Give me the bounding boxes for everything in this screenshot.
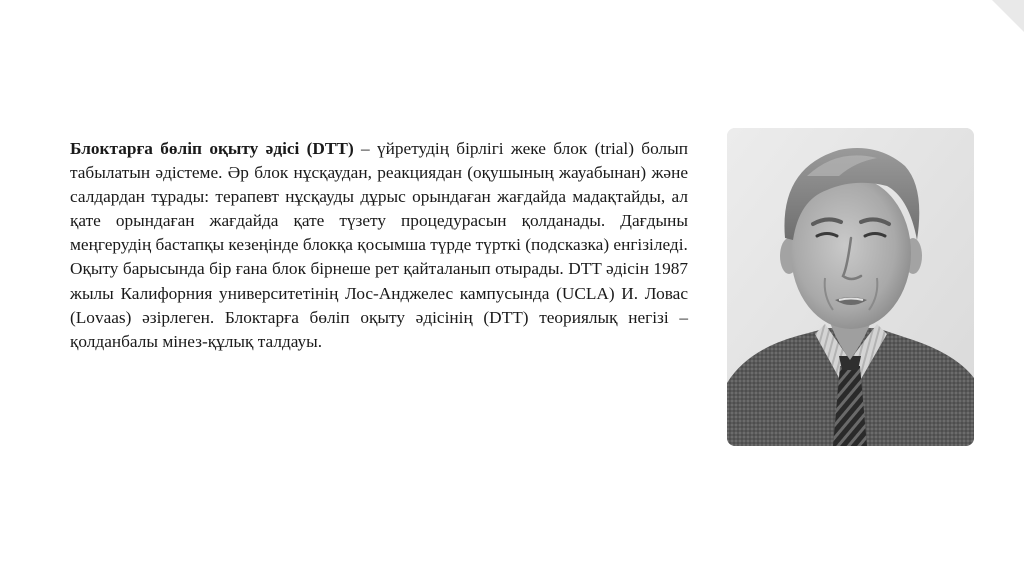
portrait-illustration: [727, 128, 974, 446]
page-corner-fold: [992, 0, 1024, 32]
paragraph-history: Оқыту барысында бір ғана блок бірнеше рет қайталанып отырады. DTT әдісін 1987 жылы Калифорния университетінің Лос-Анджелес кампусында (UCLA) И. Ловас (Lovaas) әзірлеген. Блоктарға бөліп оқыту әдісінің (DTT) теориялық негізі – қолданбалы мінез-құлық талдауы.: [70, 259, 688, 351]
slide-text: [70, 137, 688, 354]
definition-text: – үйретудің бірлігі жеке блок (trial) болып табылатын әдістеме. Әр блок нұсқаудан, реакциядан (оқушының жауабынан) және салдардан тұрады: терапевт нұсқауды дұрыс орындаған жағдайда мадақтайды, ал қате орындаған жағдайда қате түзету процедурасын қолданады. Дағдыны меңгерудің бастапқы кезеңінде блокқа қосымша түрде түрткі (подсказка) енгізіледі.: [70, 139, 688, 255]
term-dtt: Блоктарға бөліп оқыту әдісі (DTT): [70, 139, 354, 158]
paragraph-definition: [70, 137, 688, 257]
portrait-photo: [727, 128, 974, 446]
